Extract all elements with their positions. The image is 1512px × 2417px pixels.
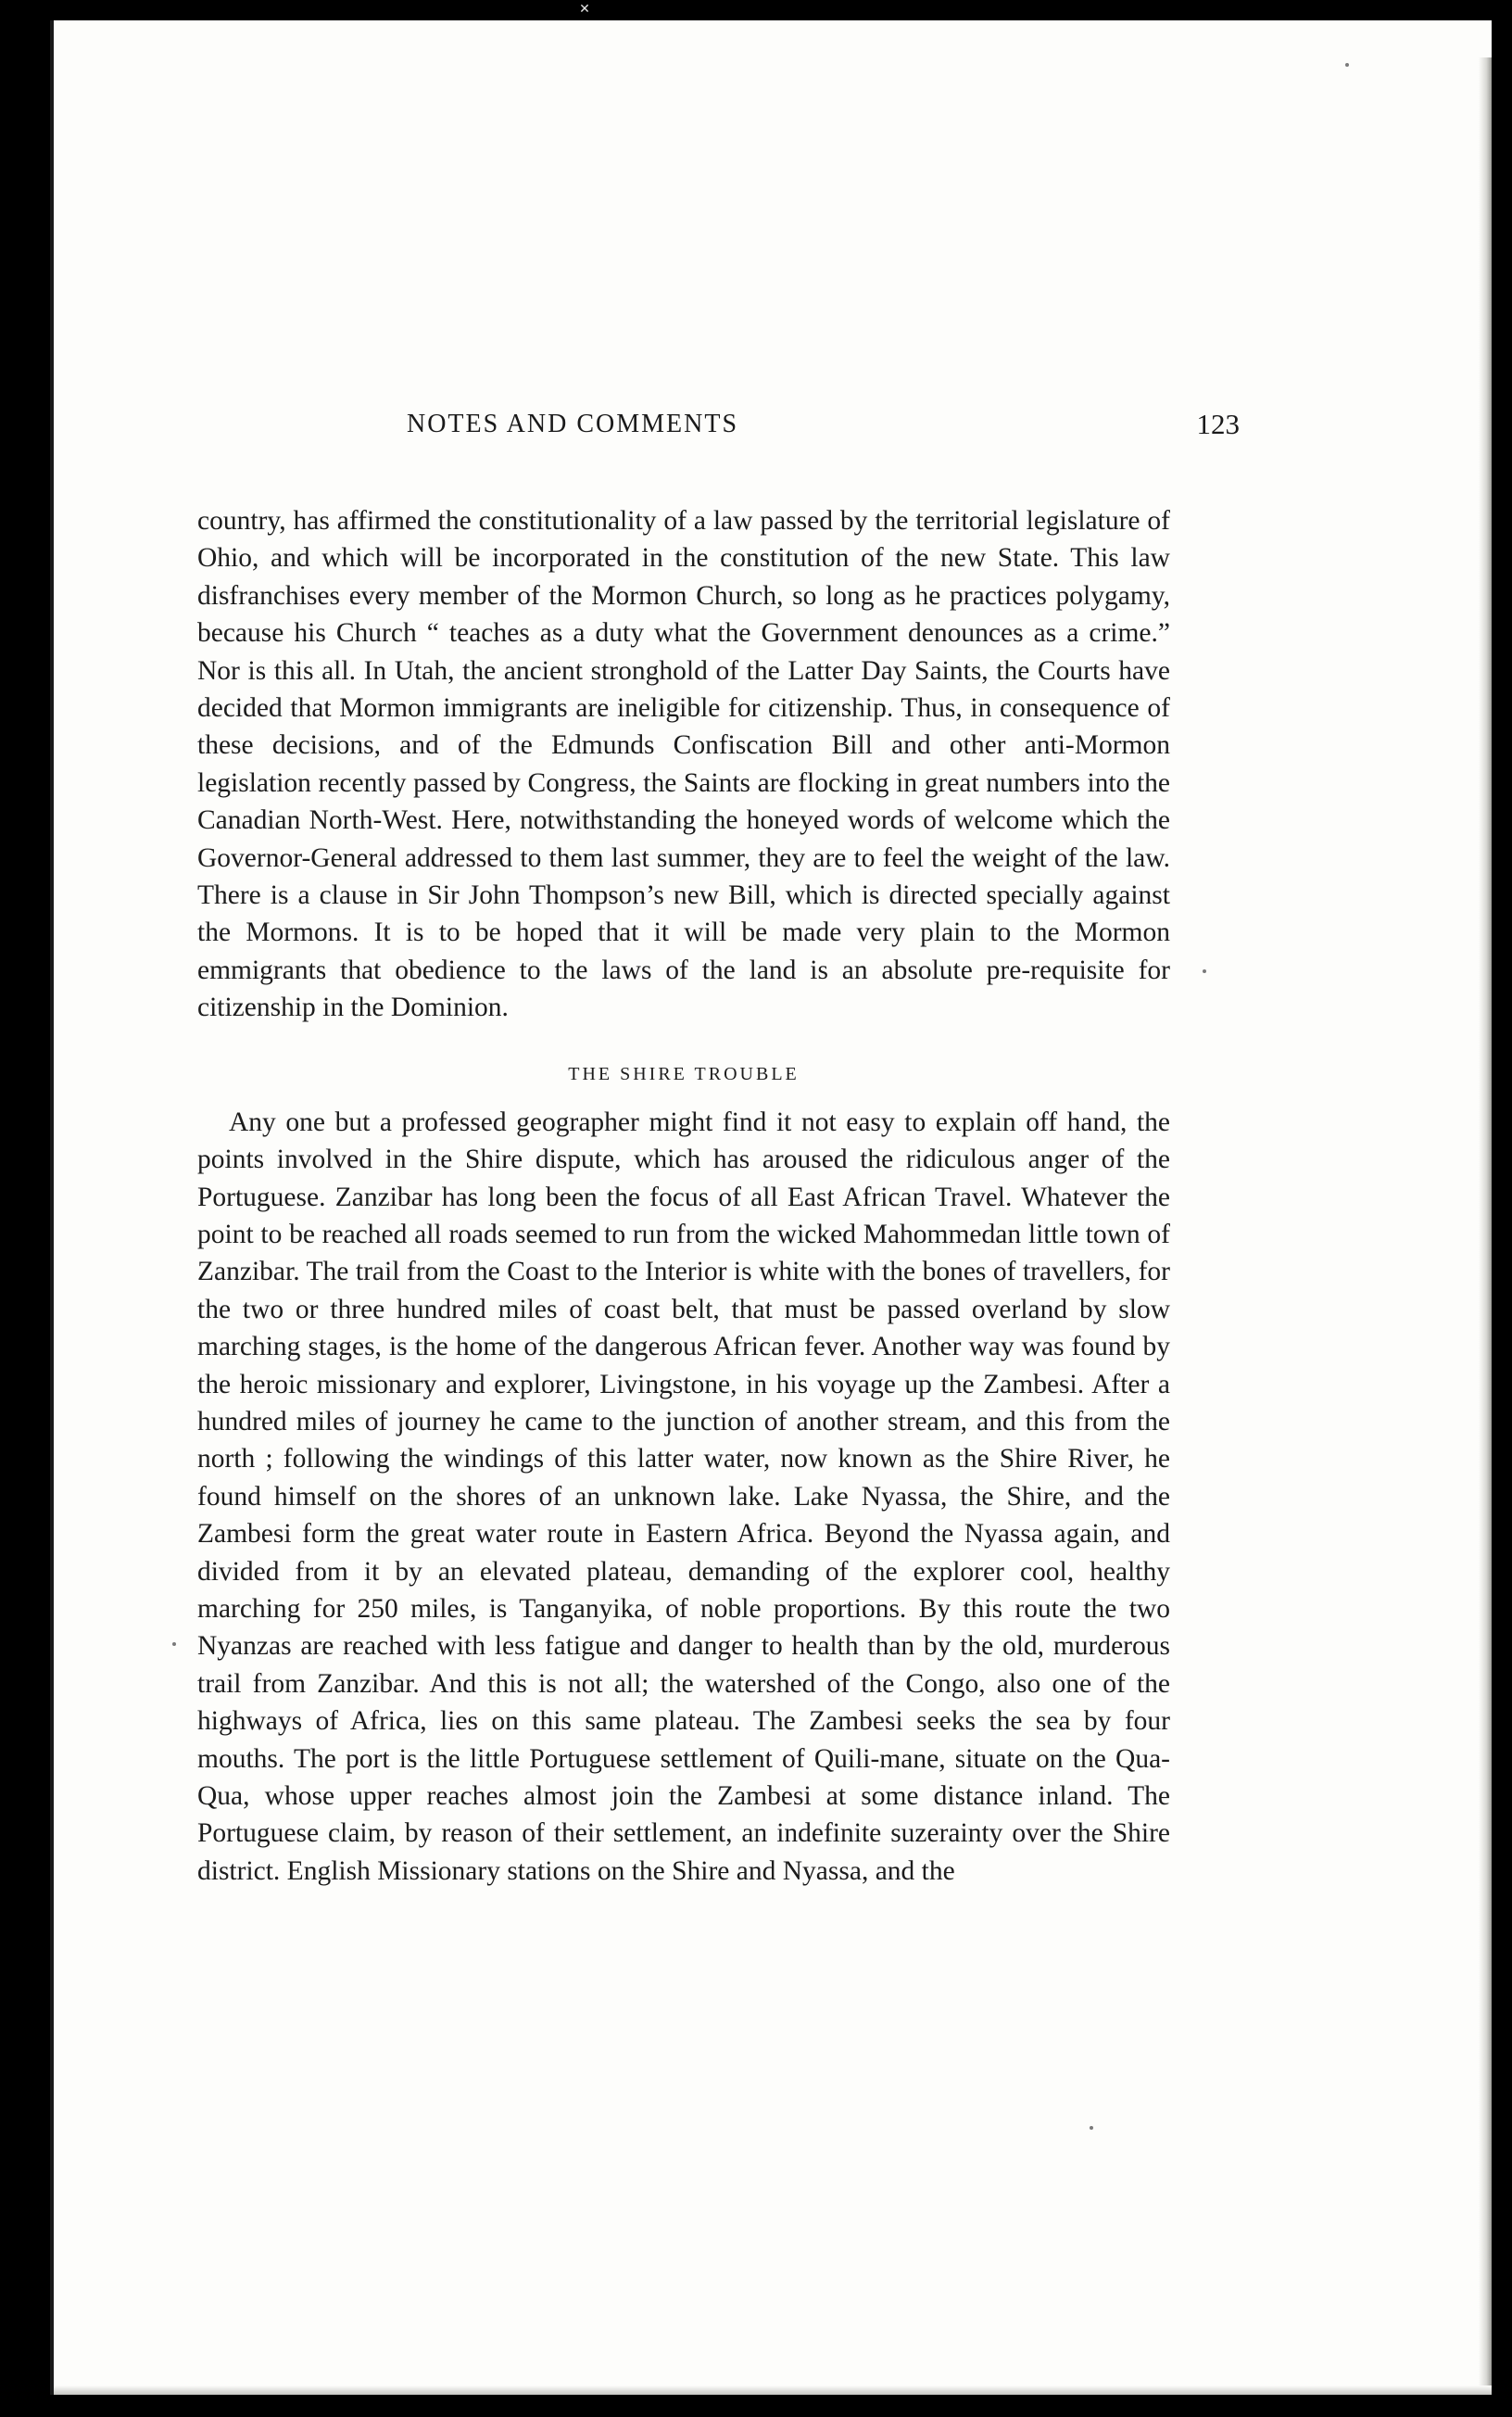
section-heading: THE SHIRE TROUBLE [568, 1063, 800, 1084]
scan-speck [172, 1642, 176, 1646]
scan-speck [1203, 969, 1206, 973]
running-head [193, 410, 1240, 447]
body-text [197, 502, 1170, 1890]
page-number: 123 [1196, 408, 1240, 440]
paragraph-mormon-law: country, has affirmed the constitutionality of a law passed by the territorial legislature of Ohio, and which will be incorporated in the constitution of the new State. This law disfranchises every member of the Mormon Church, so long as he practices polygamy, because his Church “ teaches as a duty what the Government denounces as a crime.” Nor is this all. In Utah, the ancient stronghold of the Latter Day Saints, the Courts have decided that Mormon immigrants are ineligible for citizenship. Thus, in consequence of these decisions, and of the Edmunds Confiscation Bill and other anti-Mormon legislation recently passed by Congress, the Saints are flocking in great numbers into the Canadian North-West. Here, notwithstanding the honeyed words of welcome which the Governor-General addressed to them last summer, they are to feel the weight of the law. There is a clause in Sir John Thompson’s new Bill, which is directed specially against the Mormons. It is to be hoped that it will be made very plain to the Mormon emmigrants that obedience to the laws of the land is an absolute pre-requisite for citizenship in the Dominion. [197, 506, 1170, 1023]
scan-mark-icon: ✕ [579, 3, 590, 17]
book-page [50, 3, 1492, 2395]
scan-speck [1090, 2126, 1093, 2130]
running-title: NOTES AND COMMENTS [406, 410, 739, 438]
paragraph-shire-trouble: Any one but a professed geographer might find it not easy to explain off hand, the points involved in the Shire dispute, which has aroused the ridiculous anger of the Portuguese. Zanzibar has long been the focus of all East African Travel. Whatever the point to be reached all roads seemed to run from the wicked Mahommedan little town of Zanzibar. The trail from the Coast to the Interior is white with the bones of travellers, for the two or three hundred miles of coast belt, that must be passed overland by slow marching stages, is the home of the dangerous African fever. Another way was found by the heroic missionary and explorer, Livingstone, in his voyage up the Zambesi. After a hundred miles of journey he came to the junction of another stream, and this from the north ; following the windings of this latter water, now known as the Shire River, he found himself on the shores of an unknown lake. Lake Nyassa, the Shire, and the Zambesi form the great water route in Eastern Africa. Beyond the Nyassa again, and divided from it by an elevated plateau, demanding of the explorer cool, healthy marching for 250 miles, is Tanganyika, of noble proportions. By this route the two Nyanzas are reached with less fatigue and danger to health than by the old, murderous trail from Zanzibar. And this is not all; the watershed of the Congo, also one of the highways of Africa, lies on this same plateau. The Zambesi seeks the sea by four mouths. The port is the little Portuguese settlement of Quili-mane, situate on the Qua-Qua, whose upper reaches almost join the Zambesi at some distance inland. The Portuguese claim, by reason of their settlement, an indefinite suzerainty over the Shire district. English Missionary stations on the Shire and Nyassa, and the [197, 1107, 1170, 1886]
scan-speck [1345, 63, 1349, 67]
page-edge-shadow [1479, 57, 1492, 2393]
page-bottom-edge [54, 2385, 1492, 2395]
